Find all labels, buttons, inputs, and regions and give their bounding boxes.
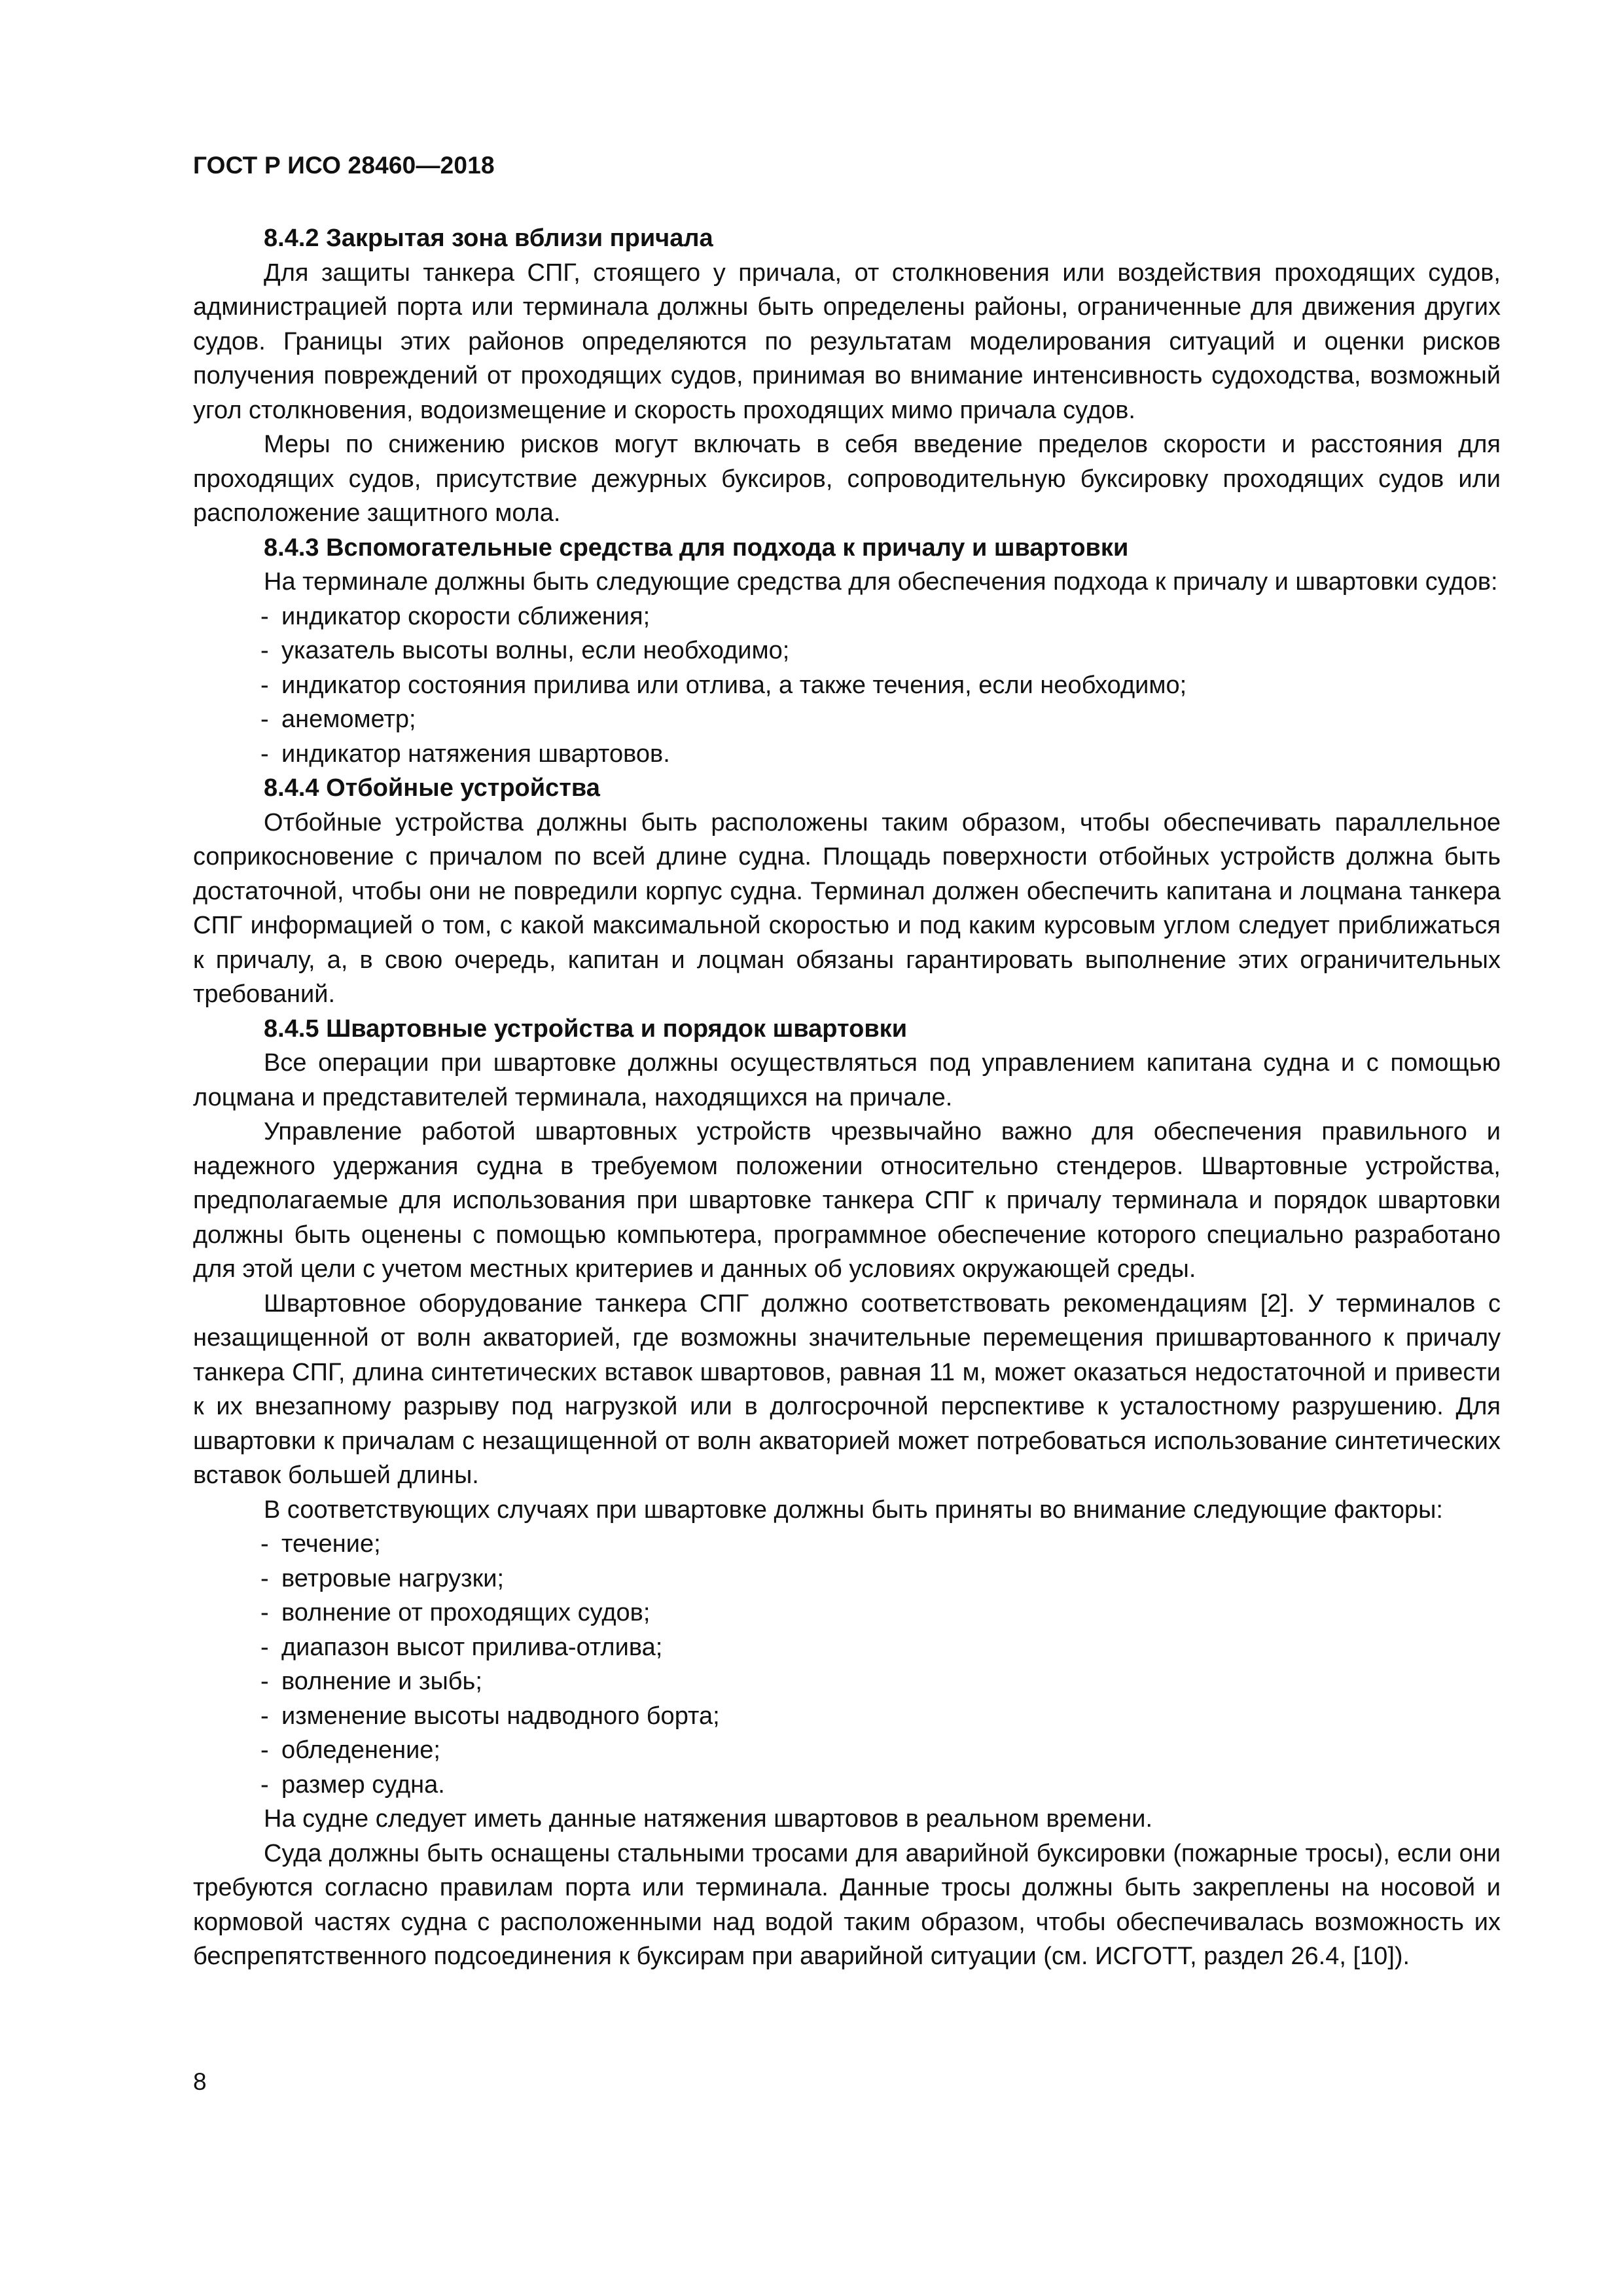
section-heading-8-4-4: 8.4.4 Отбойные устройства — [264, 774, 600, 802]
list-item: - индикатор скорости сближения; — [260, 600, 1501, 634]
list-item: - диапазон высот прилива-отлива; — [260, 1630, 1501, 1665]
paragraph: Все операции при швартовке должны осуществляться под управлением капитана судна и с помощью лоцмана и представителей терминала, находящихся на причале. — [193, 1049, 1501, 1111]
paragraph: Меры по снижению рисков могут включать в себя введение пределов скорости и расстояния для проходящих судов, присутствие дежурных буксиров, сопроводительную буксировку проходящих судов или расположение защитного мола. — [193, 431, 1501, 527]
paragraph: На судне следует иметь данные натяжения швартовов в реальном времени. — [264, 1805, 1153, 1833]
list-item: - размер судна. — [260, 1768, 1501, 1803]
list-item: - изменение высоты надводного борта; — [260, 1699, 1501, 1734]
paragraph: Отбойные устройства должны быть расположены таким образом, чтобы обеспечивать параллельное соприкосновение с причалом по всей длине судна. Площадь поверхности отбойных устройств должна быть достаточной, чтобы они не повредили корпус судна. Терминал должен обеспечить капитана и лоцмана танкера СПГ информацией о том, с какой максимальной скоростью и под каким курсовым углом следует приближаться к причалу, а, в свою очередь, капитан и лоцман обязаны гарантировать выполнение этих ограничительных требований. — [193, 808, 1501, 1008]
document-body — [193, 221, 1501, 1974]
document-header: ГОСТ Р ИСО 28460—2018 — [193, 152, 495, 179]
factors-list — [193, 1527, 1501, 1802]
equipment-list — [193, 600, 1501, 772]
paragraph: В соответствующих случаях при швартовке должны быть приняты во внимание следующие факторы: — [264, 1496, 1443, 1524]
paragraph: Суда должны быть оснащены стальными тросами для аварийной буксировки (пожарные тросы), если они требуются согласно правилам порта или терминала. Данные тросы должны быть закреплены на носовой и кормовой частях судна с расположенными над водой таким образом, чтобы обеспечивалась возможность их беспрепятственного подсоединения к буксирам при аварийной ситуации (см. ИСГОТТ, раздел 26.4, [10]). — [193, 1839, 1501, 1970]
list-item: - обледенение; — [260, 1733, 1501, 1768]
paragraph: На терминале должны быть следующие средства для обеспечения подхода к причалу и швартовки судов: — [264, 568, 1498, 596]
list-item: - указатель высоты волны, если необходимо; — [260, 634, 1501, 668]
list-item: - ветровые нагрузки; — [260, 1562, 1501, 1596]
page-number: 8 — [193, 2068, 207, 2095]
list-item: - индикатор натяжения швартовов. — [260, 737, 1501, 772]
list-item: - волнение от проходящих судов; — [260, 1596, 1501, 1630]
list-item: - волнение и зыбь; — [260, 1664, 1501, 1699]
section-heading-8-4-5: 8.4.5 Швартовные устройства и порядок швартовки — [264, 1014, 908, 1043]
section-heading-8-4-2: 8.4.2 Закрытая зона вблизи причала — [264, 224, 713, 252]
list-item: - анемометр; — [260, 702, 1501, 737]
paragraph: Управление работой швартовных устройств чрезвычайно важно для обеспечения правильного и надежного удержания судна в требуемом положении относительно стендеров. Швартовные устройства, предполагаемые для использования при швартовке танкера СПГ к причалу терминала и порядок швартовки должны быть оценены с помощью компьютера, программное обеспечение которого специально разработано для этой цели с учетом местных критериев и данных об условиях окружающей среды. — [193, 1118, 1501, 1283]
section-heading-8-4-3: 8.4.3 Вспомогательные средства для подхода к причалу и швартовки — [264, 533, 1129, 562]
list-item: - течение; — [260, 1527, 1501, 1562]
paragraph: Для защиты танкера СПГ, стоящего у причала, от столкновения или воздействия проходящих судов, администрацией порта или терминала должны быть определены районы, ограниченные для движения других судов. Границы этих районов определяются по результатам моделирования ситуаций и оценки рисков получения повреждений от проходящих судов, принимая во внимание интенсивность судоходства, возможный угол столкновения, водоизмещение и скорость проходящих мимо причала судов. — [193, 259, 1501, 424]
list-item: - индикатор состояния прилива или отлива, а также течения, если необходимо; — [260, 668, 1501, 703]
paragraph: Швартовное оборудование танкера СПГ должно соответствовать рекомендациям [2]. У терминалов с незащищенной от волн акваторией, где возможны значительные перемещения пришвартованного к причалу танкера СПГ, длина синтетических вставок швартовов, равная 11 м, может оказаться недостаточной и привести к их внезапному разрыву под нагрузкой или в долгосрочной перспективе к усталостному разрушению. Для швартовки к причалам с незащищенной от волн акваторией может потребоваться использование синтетических вставок большей длины. — [193, 1289, 1501, 1489]
